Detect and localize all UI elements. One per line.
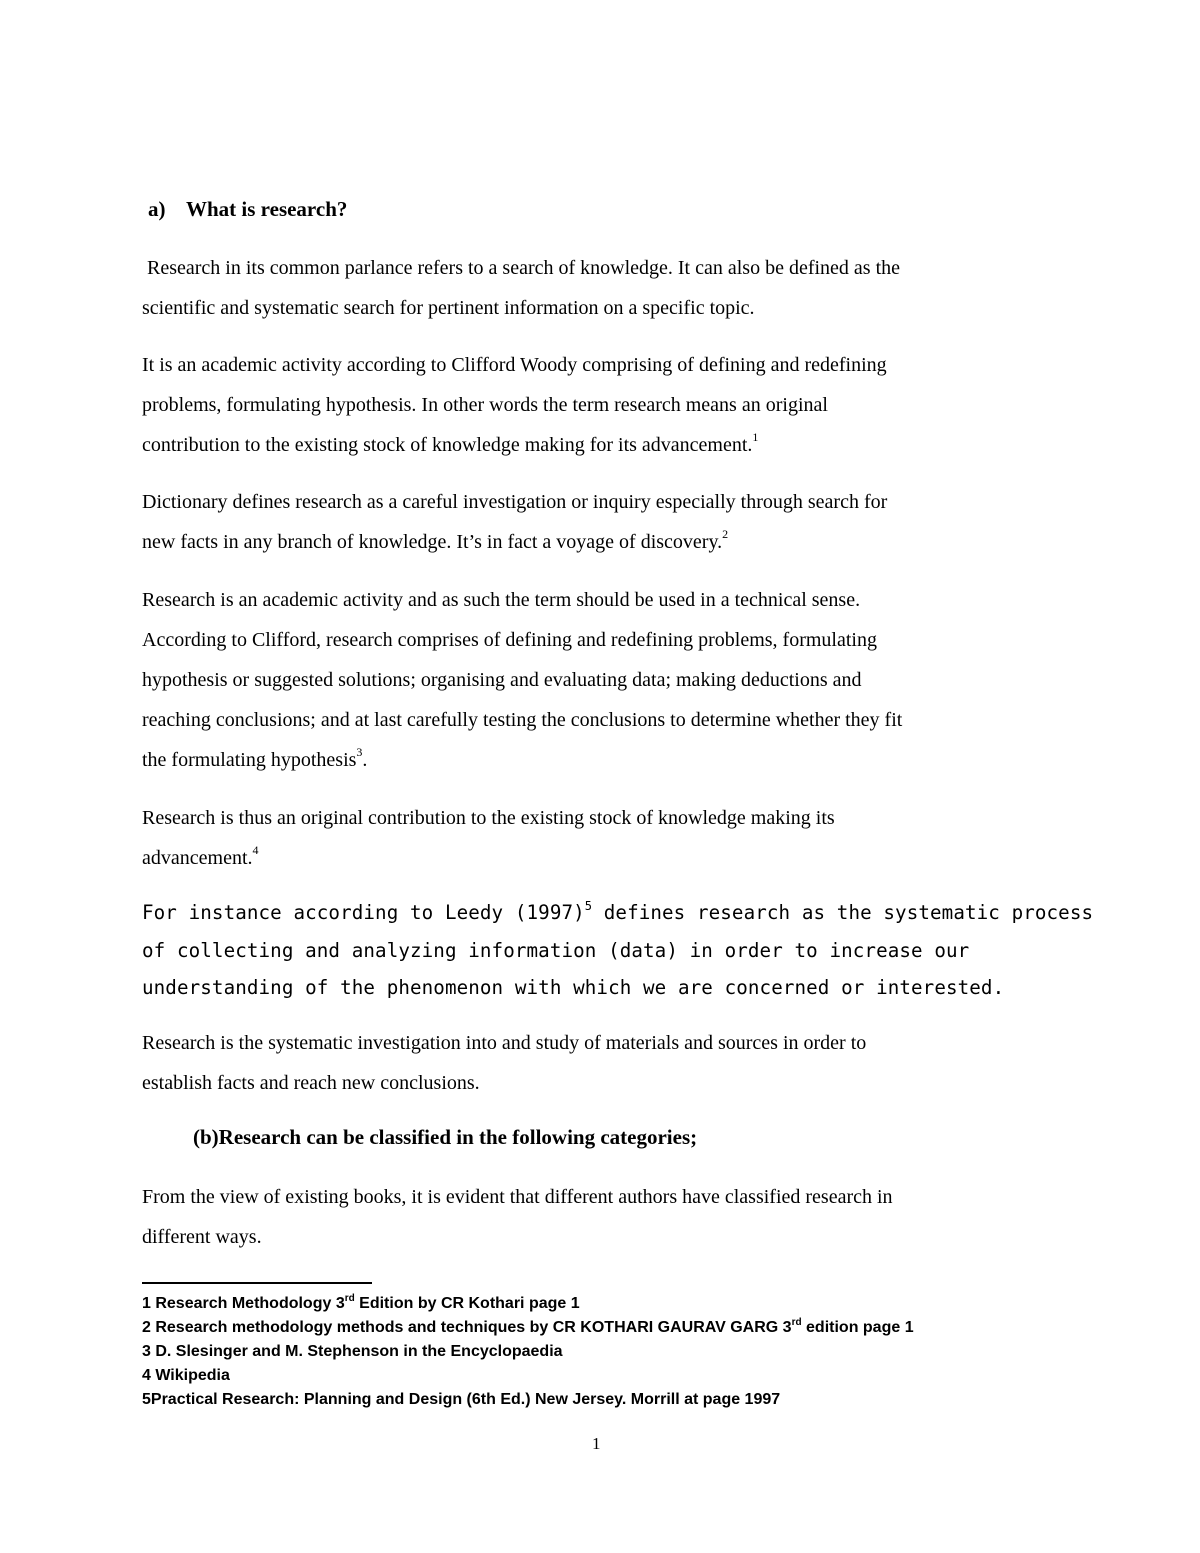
text-line: [142, 740, 1072, 780]
text-line: different ways.: [142, 1226, 262, 1248]
ordinal-suffix: rd: [344, 1292, 355, 1304]
text-line: [142, 522, 1072, 562]
section-heading-b: (b)Research can be classified in the following categories;: [193, 1125, 698, 1149]
text-line: problems, formulating hypothesis. In other words the term research means an original: [142, 394, 828, 416]
paragraph-clifford-woody: [142, 345, 1072, 465]
page-number: 1: [592, 1434, 601, 1453]
text-line: [142, 894, 1094, 932]
paragraph-definition: [142, 248, 1072, 328]
footnote-ref: 3: [356, 745, 363, 760]
text-line: From the view of existing books, it is evident that different authors have classified research in: [142, 1186, 893, 1208]
section-heading-text: What is research?: [186, 197, 348, 221]
paragraph-academic-activity: [142, 580, 1072, 780]
text-fragment: Edition by CR Kothari page 1: [354, 1295, 580, 1312]
footnote-ref: 1: [752, 430, 759, 445]
text-fragment: 1 Research Methodology 3: [142, 1295, 345, 1312]
text-line: of collecting and analyzing information (data) in order to increase our: [142, 938, 970, 962]
footnote-2: [142, 1316, 914, 1340]
text-line: reaching conclusions; and at last carefully testing the conclusions to determine whether they fit: [142, 709, 903, 731]
text-fragment: advancement.: [142, 847, 253, 869]
text-line: Dictionary defines research as a careful investigation or inquiry especially through search for: [142, 491, 888, 513]
text-fragment: 2 Research methodology methods and techniques by CR KOTHARI GAURAV GARG 3: [142, 1319, 792, 1336]
text-fragment: For instance according to Leedy (1997): [142, 901, 585, 924]
text-line: understanding of the phenomenon with which we are concerned or interested.: [142, 976, 1005, 999]
text-line: scientific and systematic search for pertinent information on a specific topic.: [142, 297, 755, 319]
footnote-separator: [142, 1282, 372, 1284]
text-line: [142, 838, 1072, 878]
footnote-ref: 4: [252, 843, 259, 858]
paragraph-systematic-investigation: [142, 1023, 1072, 1103]
footnote-5: 5Practical Research: Planning and Design (6th Ed.) New Jersey. Morrill at page 1997: [142, 1391, 781, 1408]
footnotes-list: [142, 1292, 914, 1412]
paragraph-dictionary: [142, 482, 1072, 562]
list-marker: a): [148, 197, 166, 221]
paragraph-original-contribution: [142, 798, 1072, 878]
text-line: It is an academic activity according to Clifford Woody comprising of defining and redefining: [142, 354, 887, 376]
text-line: [142, 425, 1072, 465]
paragraph-classification: [142, 1177, 1072, 1257]
footnote-1: [142, 1292, 914, 1316]
text-line: Research is thus an original contribution to the existing stock of knowledge making its: [142, 807, 835, 829]
text-fragment: new facts in any branch of knowledge. It’s in fact a voyage of discovery.: [142, 531, 723, 553]
paragraph-leedy: [142, 894, 1094, 1007]
text-fragment: edition page 1: [801, 1319, 914, 1336]
footnote-4: 4 Wikipedia: [142, 1367, 230, 1384]
footnote-ref: 2: [722, 527, 729, 542]
text-fragment: defines research as the systematic process: [592, 901, 1094, 924]
text-fragment: contribution to the existing stock of knowledge making for its advancement.: [142, 434, 753, 456]
text-fragment: .: [362, 749, 368, 771]
text-line: Research in its common parlance refers to a search of knowledge. It can also be defined as the: [142, 257, 901, 279]
text-line: Research is the systematic investigation into and study of materials and sources in order to: [142, 1032, 867, 1054]
section-heading-a: [148, 197, 347, 222]
ordinal-suffix: rd: [791, 1316, 802, 1328]
footnote-3: 3 D. Slesinger and M. Stephenson in the Encyclopaedia: [142, 1343, 563, 1360]
text-line: Research is an academic activity and as such the term should be used in a technical sense.: [142, 589, 861, 611]
text-line: According to Clifford, research comprises of defining and redefining problems, formulating: [142, 629, 877, 651]
text-line: hypothesis or suggested solutions; organising and evaluating data; making deductions and: [142, 669, 862, 691]
text-fragment: the formulating hypothesis: [142, 749, 357, 771]
footnote-ref: 5: [584, 898, 593, 913]
text-line: establish facts and reach new conclusions.: [142, 1072, 480, 1094]
